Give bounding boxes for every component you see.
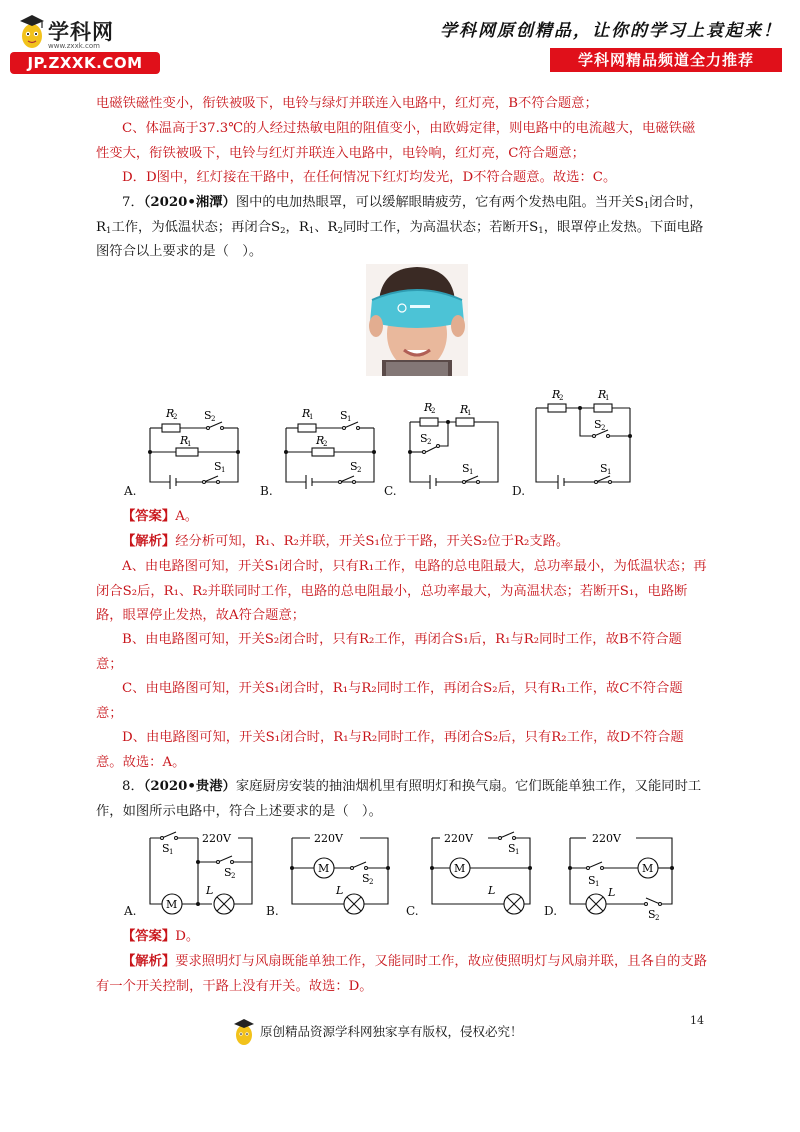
- sub-index: 2: [173, 413, 178, 421]
- q7-analysis-c: C、由电路图可知，开关S₁闭合时，R₁与R₂同时工作，再闭合S₂后，只有R₁工作，故C不符合题意；: [96, 681, 683, 721]
- lamp-label: L: [206, 884, 214, 897]
- sub-index: 1: [347, 415, 352, 423]
- answer-value: D。: [175, 929, 200, 944]
- answer-value: A。: [175, 509, 199, 524]
- analysis-tag: 【解析】: [122, 534, 176, 549]
- question-source: （2020•贵港）: [143, 779, 236, 794]
- sub-index: 1: [308, 225, 315, 236]
- eye-mask-photo: [366, 264, 468, 376]
- mascot-icon: [17, 12, 47, 52]
- sub-index: 1: [169, 848, 174, 856]
- r1-label: R: [460, 403, 469, 416]
- sub-index: 2: [337, 225, 343, 236]
- r1-label: R: [598, 388, 607, 401]
- sub-index: 1: [309, 413, 314, 421]
- q7-analysis-a: A、由电路图可知，开关S₁闭合时，只有R₁工作，电路的总电阻最大，总功率最小，为低温状态；再闭合S₂后，R₁、R₂并联同时工作，电路的总电阻最小，总功率最大，为高温状态；若断开S₁，电路断路，眼罩停止发热，故A符合题意；: [96, 559, 707, 623]
- voltage-label: 220V: [202, 832, 231, 845]
- option-d-label: D.: [512, 484, 526, 498]
- q7-text-e: 、R: [314, 219, 338, 235]
- s2-label: S: [420, 432, 428, 445]
- voltage-label: 220V: [444, 832, 473, 845]
- q7-answer: [96, 505, 708, 530]
- s1-label: S: [340, 409, 348, 422]
- q7-analysis-b: B、由电路图可知，开关S₂闭合时，只有R₂工作，再闭合S₁后，R₁与R₂同时工作，故B不符合题意；: [96, 632, 682, 672]
- s1-label: S: [462, 462, 470, 475]
- option-b-label: B.: [266, 904, 279, 918]
- voltage-label: 220V: [314, 832, 343, 845]
- s1-label: S: [588, 874, 596, 887]
- s2-label: S: [594, 418, 602, 431]
- q7-text-b: 闭合时，R: [96, 195, 703, 235]
- channel-banner[interactable]: 学科网精品频道全力推荐: [550, 48, 782, 72]
- s1-label: S: [214, 460, 222, 473]
- sub-index: 1: [106, 225, 112, 236]
- logo-small-url: www.zxxk.com: [48, 42, 100, 50]
- s2-label: S: [204, 409, 212, 422]
- prev-analysis-b: 电磁铁磁性变小，衔铁被吸下，电铃与绿灯并联连入电路中，红灯亮，B不符合题意；: [96, 96, 598, 111]
- q8-circuit-b: [282, 822, 398, 918]
- r2-label: R: [316, 434, 325, 447]
- sub-index: 1: [538, 225, 544, 236]
- sub-index: 2: [323, 440, 328, 448]
- lamp-label: L: [608, 886, 616, 899]
- analysis-text: 经分析可知，R₁、R₂并联，开关S₁位于干路，开关S₂位于R₂支路。: [175, 534, 570, 549]
- s2-label: S: [362, 872, 370, 885]
- q7-text-a: 图中的电加热眼罩，可以缓解眼睛疲劳，它有两个发热电阻。当开关S: [235, 195, 644, 210]
- s1-label: S: [162, 842, 170, 855]
- analysis-text: 要求照明灯与风扇既能单独工作，又能同时工作，故应使照明灯与风扇并联，且各自的支路有一个开关控制，干路上没有开关。故选：D。: [96, 954, 708, 994]
- lamp-label: L: [336, 884, 344, 897]
- prev-analysis-d: D．D图中，红灯接在干路中，在任何情况下红灯均发光，D不符合题意。故选：C。: [122, 170, 617, 185]
- q8-circuit-d: [560, 822, 682, 922]
- sub-index: 1: [515, 848, 520, 856]
- prev-analysis-c: C、体温高于37.3℃的人经过热敏电阻的阻值变小，由欧姆定律，则电路中的电流越大，电磁铁磁性变大，衔铁被吸下，电铃与红灯并联连入电路中，电铃响，红灯亮，C符合题意；: [96, 121, 696, 161]
- sub-index: 1: [595, 880, 600, 888]
- copyright-notice: 原创精品资源学科网独家享有版权，侵权必究！: [260, 1024, 523, 1039]
- option-a-label: A.: [124, 904, 137, 918]
- q7-text-g: ，眼罩停止发热。下面电路图符合以上要求的是（ ）。: [96, 219, 704, 259]
- q7-text-c: 工作，为低温状态；再闭合S: [111, 219, 281, 235]
- sub-index: 2: [231, 872, 236, 880]
- sub-index: 2: [369, 878, 374, 886]
- q7-text-f: 同时工作，为高温状态；若断开S: [343, 219, 539, 235]
- lamp-label: L: [488, 884, 496, 897]
- sub-index: 2: [655, 914, 660, 922]
- voltage-label: 220V: [592, 832, 621, 845]
- question-number: 8．: [122, 779, 144, 794]
- sub-index: 1: [605, 394, 610, 402]
- sub-index: 2: [357, 466, 362, 474]
- option-c-label: C.: [384, 484, 397, 498]
- option-c-label: C.: [406, 904, 419, 918]
- q7-circuit-b: [278, 402, 382, 492]
- page-header: [0, 0, 800, 80]
- s2-label: S: [648, 908, 656, 921]
- sub-index: 1: [221, 466, 226, 474]
- s1-label: S: [600, 462, 608, 475]
- option-b-label: B.: [260, 484, 273, 498]
- answer-tag: 【答案】: [122, 509, 176, 524]
- question-source: （2020•湘潭）: [143, 195, 236, 210]
- q7-analysis-d: D、由电路图可知，开关S₁闭合时，R₁与R₂同时工作，再闭合S₂后，只有R₂工作，故D不符合题意。故选：A。: [96, 730, 684, 770]
- sub-index: 2: [427, 438, 432, 446]
- sub-index: 2: [280, 225, 286, 236]
- sub-index: 1: [643, 201, 650, 211]
- header-slogan: 学科网原创精品，让你的学习上袁起来！: [440, 21, 782, 41]
- sub-index: 1: [607, 468, 612, 476]
- mascot-icon: [232, 1017, 256, 1047]
- question-8: [96, 775, 708, 824]
- logo-url-banner[interactable]: JP.ZXXK.COM: [10, 52, 160, 74]
- s2-label: S: [350, 460, 358, 473]
- sub-index: 1: [187, 440, 192, 448]
- sub-index: 2: [431, 407, 436, 415]
- sub-index: 2: [601, 424, 606, 432]
- r1-label: R: [180, 434, 189, 447]
- sub-index: 2: [211, 415, 216, 423]
- option-a-label: A.: [124, 484, 137, 498]
- q8-answer: [96, 925, 708, 950]
- q7-circuit-d: [528, 384, 638, 492]
- logo-text: 学科网: [48, 20, 114, 44]
- page-number: 14: [690, 1014, 704, 1027]
- q7-analysis-summary: [96, 530, 708, 555]
- option-d-label: D.: [544, 904, 558, 918]
- answer-tag: 【答案】: [122, 929, 176, 944]
- motor-symbol: M: [166, 898, 178, 911]
- question-7: [96, 191, 708, 265]
- question-text: 家庭厨房安装的抽油烟机里有照明灯和换气扇。它们既能单独工作，又能同时工作，如图所示电路中，符合上述要求的是（ ）。: [96, 779, 702, 819]
- r2-label: R: [166, 407, 175, 420]
- r1-label: R: [302, 407, 311, 420]
- question-number: 7．: [122, 195, 144, 210]
- analysis-tag: 【解析】: [122, 954, 176, 969]
- q7-circuit-a: [142, 402, 246, 492]
- sub-index: 2: [559, 394, 564, 402]
- s2-label: S: [224, 866, 232, 879]
- motor-symbol: M: [642, 862, 654, 875]
- r2-label: R: [424, 401, 433, 414]
- s1-label: S: [508, 842, 516, 855]
- q8-circuit-a: [140, 822, 262, 918]
- q8-circuit-c: [422, 822, 540, 918]
- q7-text-d: ，R: [285, 219, 309, 235]
- r2-label: R: [552, 388, 561, 401]
- motor-symbol: M: [318, 862, 330, 875]
- q8-analysis: [96, 950, 708, 999]
- sub-index: 1: [467, 409, 472, 417]
- q7-circuit-c: [400, 396, 504, 492]
- sub-index: 1: [469, 468, 474, 476]
- motor-symbol: M: [454, 862, 466, 875]
